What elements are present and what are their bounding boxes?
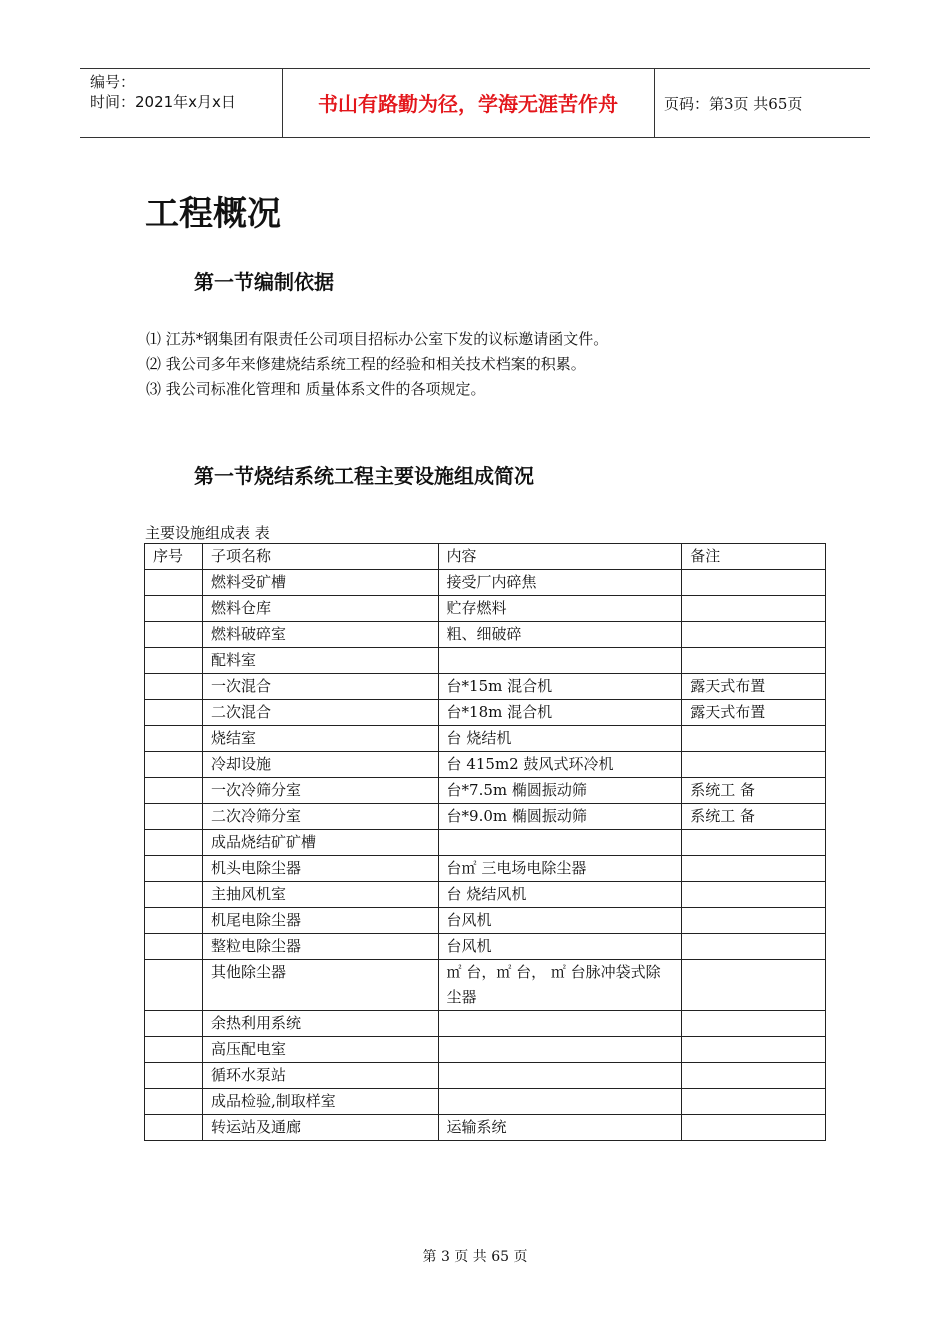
cell-remark: [682, 960, 826, 1011]
cell-content: 台㎡ 三电场电除尘器: [438, 856, 682, 882]
cell-item-name: 转运站及通廊: [202, 1115, 438, 1141]
section-heading-facilities: 第一节烧结系统工程主要设施组成简况: [194, 464, 534, 488]
header-remark: 备注: [682, 544, 826, 570]
cell-index: [145, 674, 203, 700]
cell-content: ㎡ 台，㎡ 台， ㎡ 台脉冲袋式除尘器: [438, 960, 682, 1011]
cell-remark: [682, 830, 826, 856]
cell-item-name: 燃料受矿槽: [202, 570, 438, 596]
table-row: [145, 778, 826, 804]
header-motto: 书山有路勤为径，学海无涯苦作舟: [282, 69, 655, 137]
cell-index: [145, 570, 203, 596]
header-left-cell: [80, 69, 283, 137]
cell-index: [145, 596, 203, 622]
table-row: [145, 596, 826, 622]
cell-remark: [682, 1011, 826, 1037]
cell-content: [438, 830, 682, 856]
table-body: [145, 570, 826, 1141]
cell-remark: 露天式布置: [682, 674, 826, 700]
cell-item-name: 机尾电除尘器: [202, 908, 438, 934]
cell-index: [145, 908, 203, 934]
cell-item-name: 燃料仓库: [202, 596, 438, 622]
cell-remark: [682, 882, 826, 908]
cell-content: 接受厂内碎焦: [438, 570, 682, 596]
cell-item-name: 循环水泵站: [202, 1063, 438, 1089]
cell-remark: [682, 752, 826, 778]
cell-index: [145, 1037, 203, 1063]
cell-index: [145, 726, 203, 752]
table-row: [145, 882, 826, 908]
cell-remark: 系统工 备: [682, 778, 826, 804]
number-label: 编号：: [90, 73, 136, 91]
cell-index: [145, 1011, 203, 1037]
cell-content: 台*15m 混合机: [438, 674, 682, 700]
table-caption: 主要设施组成表 表: [145, 524, 270, 542]
table-row: [145, 752, 826, 778]
basis-item-3: ⑶ 我公司标准化管理和 质量体系文件的各项规定。: [146, 380, 486, 398]
cell-item-name: 高压配电室: [202, 1037, 438, 1063]
cell-index: [145, 752, 203, 778]
cell-remark: [682, 648, 826, 674]
cell-item-name: 烧结室: [202, 726, 438, 752]
cell-content: 台*9.0m 椭圆振动筛: [438, 804, 682, 830]
cell-content: 台*18m 混合机: [438, 700, 682, 726]
header-item-name: 子项名称: [202, 544, 438, 570]
table-row: [145, 648, 826, 674]
cell-remark: [682, 1115, 826, 1141]
cell-item-name: 余热利用系统: [202, 1011, 438, 1037]
page-footer: 第 3 页 共 65 页: [422, 1249, 528, 1265]
cell-index: [145, 830, 203, 856]
table-row: [145, 622, 826, 648]
header-page-label: 页码：第3页 共65页: [664, 95, 803, 113]
cell-index: [145, 778, 203, 804]
table-row: [145, 856, 826, 882]
cell-content: 台 烧结风机: [438, 882, 682, 908]
cell-remark: 系统工 备: [682, 804, 826, 830]
cell-index: [145, 700, 203, 726]
table-row: [145, 700, 826, 726]
cell-remark: [682, 1063, 826, 1089]
cell-content: 台*7.5m 椭圆振动筛: [438, 778, 682, 804]
cell-item-name: 机头电除尘器: [202, 856, 438, 882]
table-row: [145, 1037, 826, 1063]
cell-remark: [682, 1089, 826, 1115]
table-row: [145, 1063, 826, 1089]
cell-remark: [682, 1037, 826, 1063]
cell-remark: [682, 934, 826, 960]
table-header-row: [145, 544, 826, 570]
table-row: [145, 1115, 826, 1141]
cell-content: 粗、细破碎: [438, 622, 682, 648]
table-row: [145, 960, 826, 1011]
table-row: [145, 726, 826, 752]
cell-index: [145, 934, 203, 960]
cell-content: 台 烧结机: [438, 726, 682, 752]
cell-remark: [682, 856, 826, 882]
cell-item-name: 成品烧结矿矿槽: [202, 830, 438, 856]
cell-index: [145, 882, 203, 908]
cell-content: 运输系统: [438, 1115, 682, 1141]
table-row: [145, 830, 826, 856]
cell-remark: 露天式布置: [682, 700, 826, 726]
cell-item-name: 燃料破碎室: [202, 622, 438, 648]
cell-remark: [682, 570, 826, 596]
table-row: [145, 570, 826, 596]
page-header: [80, 68, 870, 138]
table-row: [145, 804, 826, 830]
cell-content: [438, 1037, 682, 1063]
basis-item-1: ⑴ 江苏*钢集团有限责任公司项目招标办公室下发的议标邀请函文件。: [146, 330, 609, 348]
cell-item-name: 一次冷筛分室: [202, 778, 438, 804]
table-row: [145, 934, 826, 960]
header-content: 内容: [438, 544, 682, 570]
cell-item-name: 其他除尘器: [202, 960, 438, 1011]
cell-item-name: 冷却设施: [202, 752, 438, 778]
cell-content: [438, 1089, 682, 1115]
cell-item-name: 二次冷筛分室: [202, 804, 438, 830]
cell-item-name: 一次混合: [202, 674, 438, 700]
cell-index: [145, 622, 203, 648]
basis-item-2: ⑵ 我公司多年来修建烧结系统工程的经验和相关技术档案的积累。: [146, 355, 586, 373]
cell-content: 台 415m2 鼓风式环冷机: [438, 752, 682, 778]
table-row: [145, 908, 826, 934]
cell-remark: [682, 908, 826, 934]
cell-item-name: 整粒电除尘器: [202, 934, 438, 960]
cell-item-name: 成品检验,制取样室: [202, 1089, 438, 1115]
cell-remark: [682, 596, 826, 622]
cell-index: [145, 960, 203, 1011]
cell-content: [438, 1063, 682, 1089]
cell-index: [145, 1115, 203, 1141]
cell-index: [145, 1089, 203, 1115]
cell-content: 台风机: [438, 908, 682, 934]
cell-index: [145, 804, 203, 830]
cell-remark: [682, 726, 826, 752]
cell-index: [145, 648, 203, 674]
time-label: 时间：2021年x月x日: [90, 93, 236, 111]
cell-remark: [682, 622, 826, 648]
cell-item-name: 主抽风机室: [202, 882, 438, 908]
facilities-table: [144, 543, 826, 1141]
cell-item-name: 配料室: [202, 648, 438, 674]
cell-index: [145, 856, 203, 882]
table-row: [145, 1011, 826, 1037]
document-title: 工程概况: [145, 194, 281, 234]
section-heading-basis: 第一节编制依据: [194, 270, 334, 294]
cell-index: [145, 1063, 203, 1089]
cell-content: 台风机: [438, 934, 682, 960]
header-index: 序号: [145, 544, 203, 570]
cell-content: 贮存燃料: [438, 596, 682, 622]
cell-item-name: 二次混合: [202, 700, 438, 726]
cell-content: [438, 1011, 682, 1037]
cell-content: [438, 648, 682, 674]
table-row: [145, 1089, 826, 1115]
table-row: [145, 674, 826, 700]
